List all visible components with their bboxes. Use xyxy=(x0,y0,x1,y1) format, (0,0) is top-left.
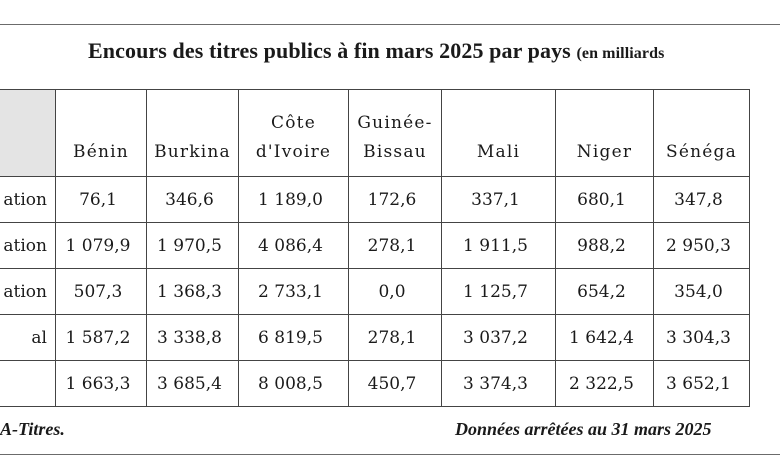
table-cell: 3 037,2 xyxy=(442,315,556,361)
title-main: Encours des titres publics à fin mars 2025 par pays xyxy=(88,38,571,63)
col-header-niger: Niger xyxy=(556,90,654,177)
table-cell: 3 685,4 xyxy=(147,361,239,407)
table-cell: 4 086,4 xyxy=(239,223,349,269)
table-cell: 0,0 xyxy=(349,269,442,315)
table-cell: 1 642,4 xyxy=(556,315,654,361)
table-cell: 346,6 xyxy=(147,177,239,223)
table-cell: 3 374,3 xyxy=(442,361,556,407)
row-label xyxy=(0,361,56,407)
table-title xyxy=(88,38,664,64)
col-header-burkina: Burkina xyxy=(147,90,239,177)
table-cell: 1 911,5 xyxy=(442,223,556,269)
row-label: ation xyxy=(0,269,56,315)
table-row xyxy=(0,223,750,269)
table-cell: 450,7 xyxy=(349,361,442,407)
col-header-mali: Mali xyxy=(442,90,556,177)
table-cell: 2 322,5 xyxy=(556,361,654,407)
table-cell: 988,2 xyxy=(556,223,654,269)
source-note: A-Titres. xyxy=(0,419,65,439)
table-row xyxy=(0,315,750,361)
row-label-header xyxy=(0,90,56,177)
table-cell: 354,0 xyxy=(654,269,750,315)
table-cell: 76,1 xyxy=(56,177,147,223)
title-unit: (en milliards xyxy=(576,45,665,62)
date-note: Données arrêtées au 31 mars 2025 xyxy=(455,419,712,439)
table-cell: 1 189,0 xyxy=(239,177,349,223)
table-cell: 1 587,2 xyxy=(56,315,147,361)
table-cell: 8 008,5 xyxy=(239,361,349,407)
header-row xyxy=(0,90,750,177)
table-cell: 6 819,5 xyxy=(239,315,349,361)
table-row xyxy=(0,269,750,315)
table-cell: 680,1 xyxy=(556,177,654,223)
table-cell: 654,2 xyxy=(556,269,654,315)
row-label: al xyxy=(0,315,56,361)
table-row xyxy=(0,361,750,407)
row-label: ation xyxy=(0,223,56,269)
bottom-rule xyxy=(0,454,780,455)
table-cell: 337,1 xyxy=(442,177,556,223)
table-cell: 1 079,9 xyxy=(56,223,147,269)
table-cell: 1 368,3 xyxy=(147,269,239,315)
col-header-guinee-bissau: Guinée- Bissau xyxy=(349,90,442,177)
table-cell: 172,6 xyxy=(349,177,442,223)
col-header-senegal: Sénéga xyxy=(654,90,750,177)
top-rule xyxy=(0,24,780,25)
table-cell: 507,3 xyxy=(56,269,147,315)
table-row xyxy=(0,177,750,223)
table-cell: 1 970,5 xyxy=(147,223,239,269)
table-cell: 1 663,3 xyxy=(56,361,147,407)
table-cell: 278,1 xyxy=(349,315,442,361)
table-cell: 278,1 xyxy=(349,223,442,269)
col-header-cote-divoire: Côte d'Ivoire xyxy=(239,90,349,177)
table-cell: 1 125,7 xyxy=(442,269,556,315)
row-label: ation xyxy=(0,177,56,223)
table-cell: 2 950,3 xyxy=(654,223,750,269)
col-header-benin: Bénin xyxy=(56,90,147,177)
table-cell: 3 338,8 xyxy=(147,315,239,361)
table-cell: 347,8 xyxy=(654,177,750,223)
table-cell: 2 733,1 xyxy=(239,269,349,315)
table-cell: 3 652,1 xyxy=(654,361,750,407)
data-table xyxy=(0,89,750,407)
table-cell: 3 304,3 xyxy=(654,315,750,361)
